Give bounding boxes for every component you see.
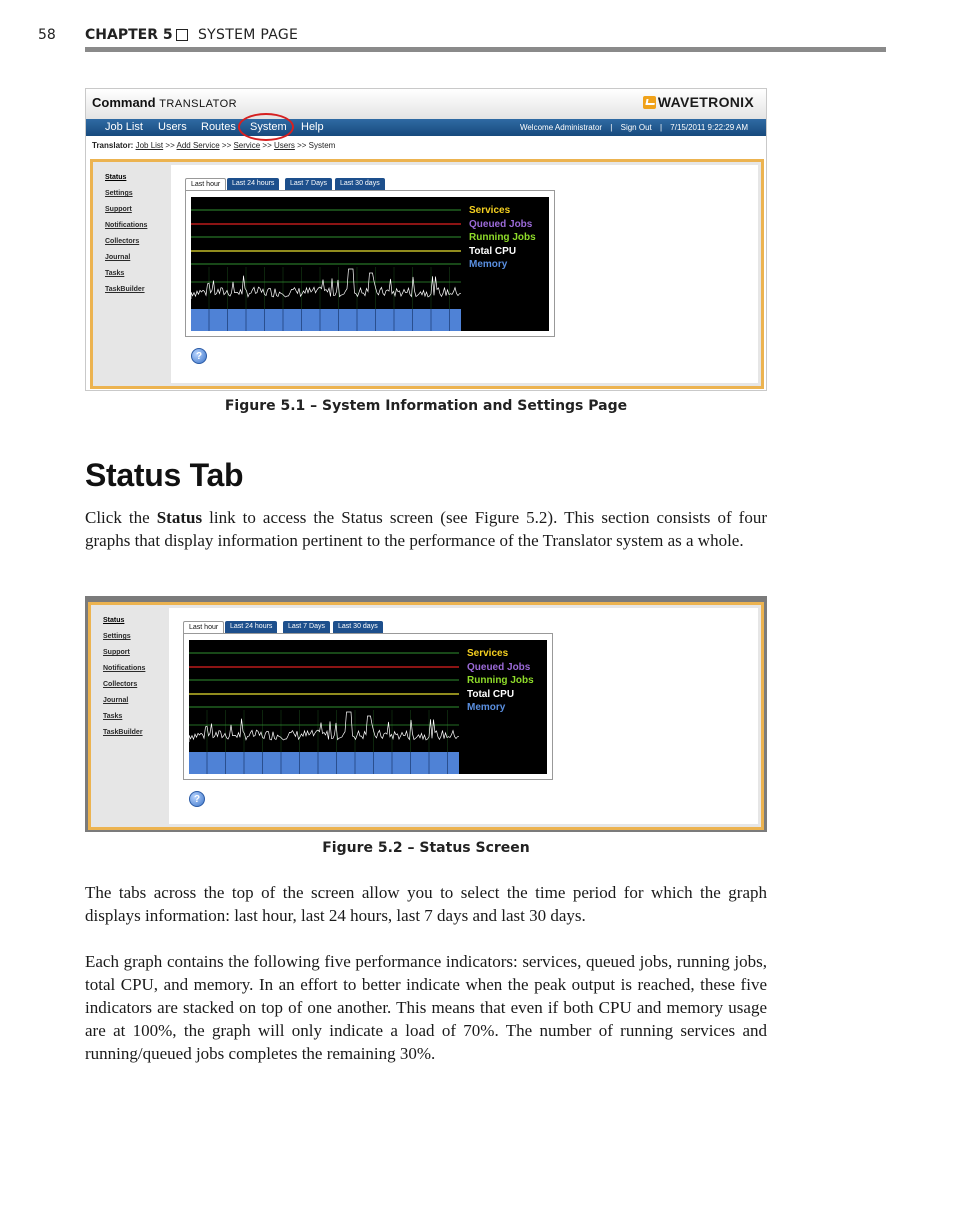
nav-help[interactable]: Help	[301, 121, 324, 133]
section-label: SYSTEM PAGE	[198, 27, 299, 43]
page-number: 58	[38, 27, 56, 43]
figure-5-2-caption: Figure 5.2 – Status Screen	[322, 840, 530, 856]
app-title: Command TRANSLATOR	[92, 95, 238, 110]
figure-5-1-screenshot	[85, 88, 767, 391]
datetime-text: 7/15/2011 9:22:29 AM	[670, 123, 748, 132]
sidebar-item-tasks[interactable]: Tasks	[105, 270, 125, 277]
nav-separator: |	[610, 123, 613, 132]
legend-services: Services	[469, 205, 511, 216]
breadcrumb: Translator: Job List >> Add Service >> Service >> Users >> System	[92, 141, 336, 150]
paragraph-3: Each graph contains the following five performance indicators: services, queued jobs, running jobs, total CPU, and memory. In an effort to better indicate when the peak output is reached, these five indicators are stacked on top of one another. This means that even if both CPU and memory usage are at 100%, the graph will only indicate a load of 70%. The number of running services and running/queued jobs completes the remaining 30%.	[85, 952, 767, 1063]
legend-total-cpu: Total CPU	[469, 245, 517, 257]
graph-legend	[469, 204, 536, 272]
performance-graph	[191, 197, 549, 331]
sidebar-item-journal[interactable]: Journal	[105, 254, 131, 261]
sidebar-menu	[105, 170, 147, 298]
legend-running-jobs: Running Jobs	[469, 232, 536, 243]
tab-last-hour[interactable]: Last hour	[185, 178, 226, 190]
sidebar-item-settings[interactable]: Settings	[105, 190, 133, 197]
performance-graph	[189, 640, 547, 774]
nav-job-list[interactable]: Job List	[105, 121, 143, 133]
app-header	[86, 89, 766, 119]
tab-last-7-days[interactable]: Last 7 Days	[283, 621, 330, 633]
tab-last-hour[interactable]: Last hour	[183, 621, 224, 633]
nav-users[interactable]: Users	[158, 121, 187, 133]
sidebar-item-tasks[interactable]: Tasks	[103, 713, 123, 720]
content-panel	[88, 602, 764, 830]
sidebar-item-taskbuilder[interactable]: TaskBuilder	[105, 286, 145, 293]
user-info	[514, 123, 748, 132]
sidebar-item-support[interactable]: Support	[105, 206, 132, 213]
breadcrumb-service[interactable]: Service	[233, 141, 261, 150]
running-header	[38, 27, 888, 53]
sidebar-item-notifications[interactable]: Notifications	[103, 665, 146, 672]
section-title: Status Tab	[85, 457, 244, 493]
top-navbar	[86, 119, 766, 136]
breadcrumb-job-list[interactable]: Job List	[135, 141, 164, 150]
nav-separator: |	[659, 123, 663, 132]
tab-last-30-days[interactable]: Last 30 days	[333, 621, 383, 633]
welcome-text: Welcome Administrator	[519, 123, 603, 132]
memory-area	[191, 309, 461, 331]
content-panel	[90, 159, 764, 389]
tab-last-7-days[interactable]: Last 7 Days	[285, 178, 332, 190]
performance-graph-frame	[185, 190, 555, 337]
wavetronix-logo-icon	[643, 96, 656, 109]
status-content	[171, 165, 758, 383]
legend-queued-jobs: Queued Jobs	[469, 218, 533, 230]
breadcrumb-users[interactable]: Users	[273, 141, 295, 150]
tab-last-24-hours[interactable]: Last 24 hours	[225, 621, 277, 633]
breadcrumb-add-service[interactable]: Add Service	[176, 141, 220, 150]
tab-last-24-hours[interactable]: Last 24 hours	[227, 178, 279, 190]
figure-5-1-caption: Figure 5.1 – System Information and Settings Page	[224, 398, 628, 414]
legend-queued-jobs: Queued Jobs	[467, 661, 531, 673]
sidebar-menu	[103, 613, 145, 741]
breadcrumb-system: System	[308, 141, 336, 150]
legend-services: Services	[467, 648, 509, 659]
sidebar-item-settings[interactable]: Settings	[103, 633, 131, 640]
sidebar-item-collectors[interactable]: Collectors	[103, 681, 138, 688]
nav-routes[interactable]: Routes	[201, 121, 236, 133]
paragraph-2: The tabs across the top of the screen allow you to select the time period for which the graph displays information: last hour, last 24 hours, last 7 days and last 30 days.	[85, 883, 767, 925]
tab-last-30-days[interactable]: Last 30 days	[335, 178, 385, 190]
graph-legend	[467, 647, 534, 715]
legend-memory: Memory	[469, 259, 508, 270]
paragraph-1: Click the Status link to access the Status screen (see Figure 5.2). This section consists of four graphs that display information pertinent to the performance of the Translator system as a whole.	[85, 508, 767, 550]
total-cpu-trace	[191, 269, 461, 299]
sidebar-item-support[interactable]: Support	[103, 649, 130, 656]
legend-running-jobs: Running Jobs	[467, 675, 534, 686]
total-cpu-trace	[189, 712, 459, 742]
status-content	[169, 608, 758, 824]
header-rule	[85, 47, 886, 52]
sidebar-item-journal[interactable]: Journal	[103, 697, 129, 704]
sidebar-item-notifications[interactable]: Notifications	[105, 222, 148, 229]
legend-memory: Memory	[467, 702, 506, 713]
help-icon[interactable]: ?	[191, 348, 207, 364]
performance-graph-frame	[183, 633, 553, 780]
memory-area	[189, 752, 459, 774]
sign-out-link[interactable]: Sign Out	[620, 123, 652, 132]
wavetronix-logo: WAVETRONIX	[643, 94, 754, 110]
sidebar-item-collectors[interactable]: Collectors	[105, 238, 140, 245]
sidebar-item-status[interactable]: Status	[105, 174, 127, 181]
legend-total-cpu: Total CPU	[467, 688, 515, 700]
highlight-circle	[238, 113, 294, 141]
help-icon[interactable]: ?	[189, 791, 205, 807]
nav-system[interactable]: System	[250, 121, 287, 133]
sidebar-item-status[interactable]: Status	[103, 617, 125, 624]
checkbox-glyph	[176, 29, 188, 41]
chapter-label: CHAPTER 5	[85, 27, 173, 43]
figure-5-2-screenshot	[85, 596, 767, 832]
sidebar-item-taskbuilder[interactable]: TaskBuilder	[103, 729, 143, 736]
